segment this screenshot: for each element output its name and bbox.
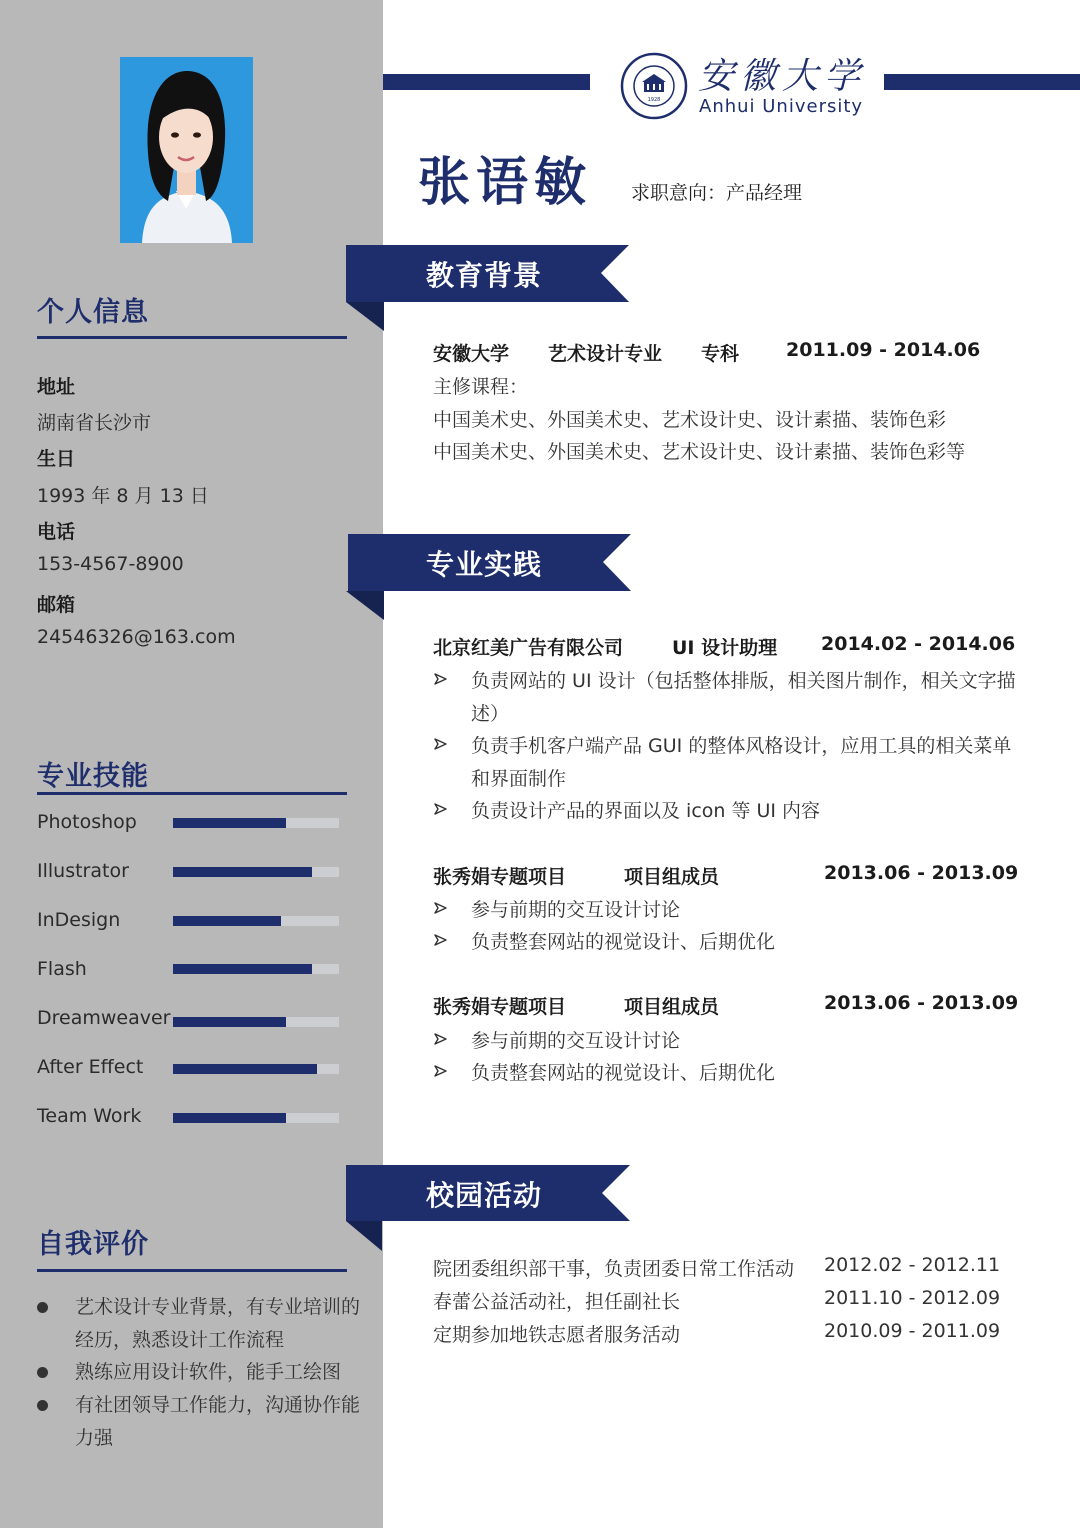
job-duty: 负责整套网站的视觉设计、后期优化 (471, 1062, 776, 1084)
job-org: 北京红美广告有限公司 (433, 637, 624, 659)
practice-title: 专业实践 (426, 548, 543, 581)
skill-bar (173, 867, 339, 877)
job-duty: 参与前期的交互设计讨论 (471, 1030, 681, 1052)
job-objective (631, 178, 802, 205)
self-evaluation-item: 有社团领导工作能力，沟通协作能力强 (75, 1394, 361, 1449)
skill-bar-fill (173, 1113, 286, 1123)
self-evaluation-title: 自我评价 (37, 1229, 149, 1260)
skill-name: After Effect (37, 1056, 144, 1078)
skill-bar-fill (173, 916, 281, 926)
arrow-bullet-icon (433, 802, 447, 816)
skill-bar (173, 1017, 339, 1027)
candidate-name: 张语敏 (418, 153, 593, 213)
arrow-bullet-icon (433, 737, 447, 751)
campus-activity: 春蕾公益活动社，担任副社长 (433, 1291, 681, 1313)
university-name-en: Anhui University (699, 96, 864, 117)
skill-name: Illustrator (37, 860, 129, 882)
courses-line: 中国美术史、外国美术史、艺术设计史、设计素描、装饰色彩等 (433, 441, 966, 463)
job-period: 2014.02 - 2014.06 (821, 633, 1016, 655)
job-org: 张秀娟专题项目 (433, 866, 567, 888)
arrow-bullet-icon (433, 901, 447, 915)
job-duty: 负责手机客户端产品 GUI 的整体风格设计，应用工具的相关菜单 (471, 735, 1012, 757)
job-duty: 参与前期的交互设计讨论 (471, 899, 681, 921)
courses-label: 主修课程： (433, 376, 529, 398)
skill-bar (173, 916, 339, 926)
job-period: 2013.06 - 2013.09 (824, 862, 1019, 884)
job-duty: 述） (471, 703, 510, 725)
campus-activity: 院团委组织部干事，负责团委日常工作活动 (433, 1258, 795, 1280)
skill-name: Photoshop (37, 811, 137, 833)
job-duty: 负责网站的 UI 设计（包括整体排版，相关图片制作，相关文字描 (471, 670, 1016, 692)
arrow-bullet-icon (433, 672, 447, 686)
job-role: UI 设计助理 (672, 637, 778, 659)
job-duty: 负责设计产品的界面以及 icon 等 UI 内容 (471, 800, 821, 822)
university-name-cn: 安徽大学 (698, 56, 867, 97)
bullet-icon (37, 1367, 48, 1378)
skill-bar-fill (173, 964, 312, 974)
self-evaluation-item: 熟练应用设计软件，能手工绘图 (75, 1361, 342, 1383)
skill-bar (173, 964, 339, 974)
campus-title: 校园活动 (426, 1179, 543, 1212)
skill-bar (173, 818, 339, 828)
job-role: 项目组成员 (624, 996, 720, 1018)
campus-activity: 定期参加地铁志愿者服务活动 (433, 1324, 681, 1346)
skill-bar (173, 1113, 339, 1123)
courses-line: 中国美术史、外国美术史、艺术设计史、设计素描、装饰色彩 (433, 409, 947, 431)
objective-label: 求职意向： (631, 182, 727, 204)
skill-bar-fill (173, 818, 286, 828)
job-role: 项目组成员 (624, 866, 720, 888)
address-label: 地址 (37, 376, 76, 398)
personal-info-divider (37, 336, 347, 339)
skill-name: Dreamweaver (37, 1007, 171, 1029)
skill-bar-fill (173, 867, 312, 877)
birthday-label: 生日 (37, 448, 76, 470)
sidebar (0, 0, 383, 1528)
portrait-image (120, 57, 253, 243)
objective-value: 产品经理 (726, 182, 803, 204)
job-period: 2013.06 - 2013.09 (824, 992, 1019, 1014)
email-value: 24546326@163.com (37, 626, 236, 648)
skill-bar-fill (173, 1017, 286, 1027)
header-bar-left (383, 74, 590, 90)
skill-bar-fill (173, 1064, 317, 1074)
skill-name: Flash (37, 958, 87, 980)
arrow-bullet-icon (433, 1032, 447, 1046)
seal-year: 1928 (647, 97, 661, 103)
header-bar-right (884, 74, 1080, 90)
skill-bar (173, 1064, 339, 1074)
campus-banner (346, 1165, 636, 1255)
education-period: 2011.09 - 2014.06 (786, 339, 981, 361)
bullet-icon (37, 1302, 48, 1313)
phone-value: 153-4567-8900 (37, 553, 184, 575)
personal-info-title: 个人信息 (37, 297, 149, 328)
job-duty: 和界面制作 (471, 768, 567, 790)
self-evaluation-item: 艺术设计专业背景，有专业培训的经历，熟悉设计工作流程 (75, 1296, 361, 1351)
arrow-bullet-icon (433, 933, 447, 947)
practice-banner (346, 534, 636, 624)
university-seal-icon (620, 52, 688, 120)
education-banner (346, 245, 636, 335)
skills-divider (37, 792, 347, 795)
profile-photo (120, 57, 253, 243)
education-school: 安徽大学 (433, 343, 510, 365)
campus-period: 2011.10 - 2012.09 (824, 1287, 1001, 1309)
address-value: 湖南省长沙市 (37, 412, 152, 434)
skill-name: Team Work (37, 1105, 142, 1127)
phone-label: 电话 (37, 521, 76, 543)
skills-title: 专业技能 (37, 761, 149, 792)
bullet-icon (37, 1400, 48, 1411)
job-org: 张秀娟专题项目 (433, 996, 567, 1018)
campus-period: 2010.09 - 2011.09 (824, 1320, 1001, 1342)
email-label: 邮箱 (37, 594, 76, 616)
education-title: 教育背景 (426, 259, 543, 292)
education-degree: 专科 (701, 343, 740, 365)
education-major: 艺术设计专业 (548, 343, 663, 365)
arrow-bullet-icon (433, 1064, 447, 1078)
job-duty: 负责整套网站的视觉设计、后期优化 (471, 931, 776, 953)
self-evaluation-divider (37, 1269, 347, 1272)
skill-name: InDesign (37, 909, 121, 931)
campus-period: 2012.02 - 2012.11 (824, 1254, 1001, 1276)
birthday-value: 1993 年 8 月 13 日 (37, 485, 209, 507)
